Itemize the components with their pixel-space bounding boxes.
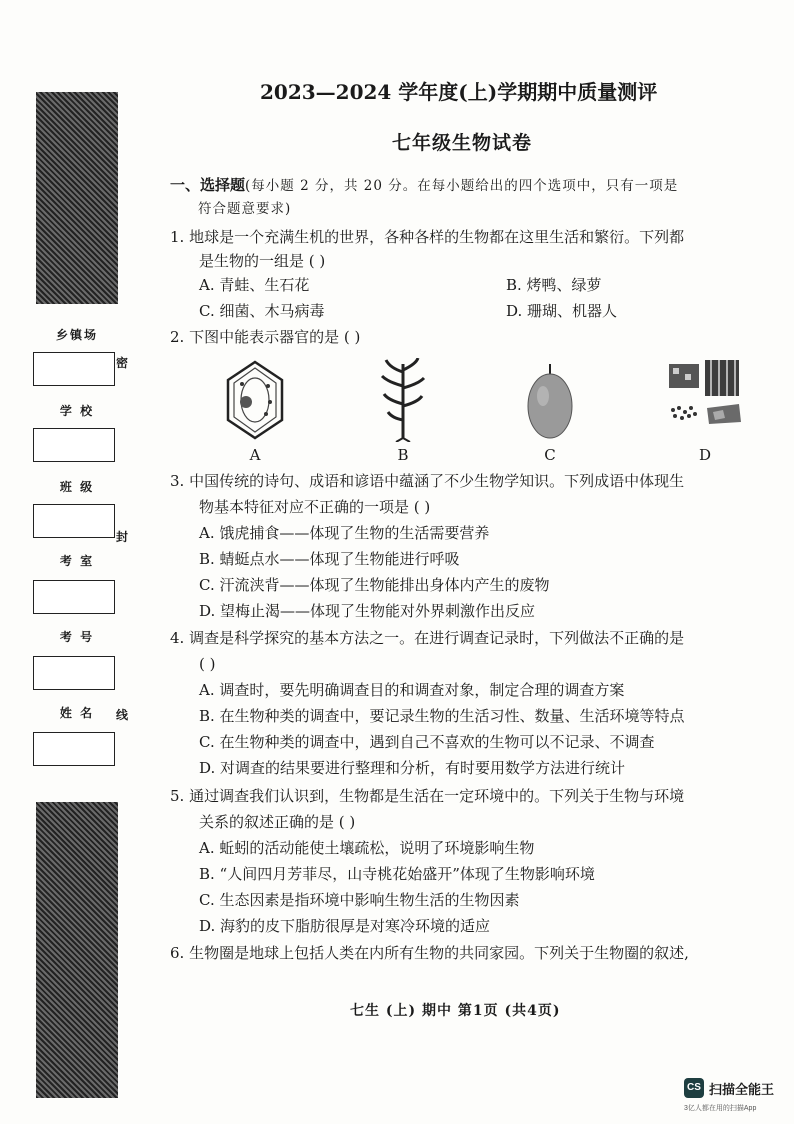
scanner-name: 扫描全能王 bbox=[709, 1082, 775, 1097]
question-4: 4. 调查是科学探究的基本方法之一。在进行调查记录时，下列做法不正确的是 bbox=[170, 629, 685, 647]
exam-title: 2023—2024 学年度(上)学期期中质量测评 bbox=[260, 80, 658, 104]
seal-char-mi: 密 bbox=[116, 356, 129, 370]
q1-option-b: B. 烤鸭、绿萝 bbox=[506, 276, 602, 294]
figure-label-a: A bbox=[249, 446, 261, 464]
q5-option-c: C. 生态因素是指环境中影响生物生活的生物因素 bbox=[199, 891, 520, 909]
question-3: 3. 中国传统的诗句、成语和谚语中蕴涵了不少生物学知识。下列成语中体现生 bbox=[170, 472, 685, 490]
q3-option-d: D. 望梅止渴——体现了生物能对外界刺激作出反应 bbox=[199, 602, 536, 620]
section-heading-line bbox=[170, 174, 678, 197]
field-label-class: 班 级 bbox=[59, 480, 95, 494]
q1-option-d: D. 珊瑚、机器人 bbox=[506, 302, 618, 320]
q1-option-c: C. 细菌、木马病毒 bbox=[199, 302, 325, 320]
camscanner-logo-icon: CS bbox=[684, 1078, 704, 1098]
question-3-cont: 物基本特征对应不正确的一项是 ( ) bbox=[199, 498, 431, 516]
figure-label-d: D bbox=[698, 446, 712, 464]
field-box-name[interactable] bbox=[33, 732, 115, 766]
figure-a-plant-cell bbox=[220, 358, 290, 446]
field-box-exam-number[interactable] bbox=[33, 656, 115, 690]
hatch-block-top bbox=[36, 92, 118, 304]
q3-option-a: A. 饿虎捕食——体现了生物的生活需要营养 bbox=[199, 524, 490, 542]
question-1-cont: 是生物的一组是 ( ) bbox=[199, 252, 326, 270]
q5-option-b: B. “人间四月芳菲尽，山寺桃花始盛开”体现了生物影响环境 bbox=[199, 865, 595, 883]
q1-option-a: A. 青蛙、生石花 bbox=[199, 276, 310, 294]
section-note-cont: 符合题意要求) bbox=[198, 201, 292, 217]
question-4-cont: ( ) bbox=[199, 655, 216, 673]
q4-option-b: B. 在生物种类的调查中，要记录生物的生活习性、数量、生活环境等特点 bbox=[199, 707, 685, 725]
figure-label-c: C bbox=[544, 446, 556, 464]
page-footer: 七生 (上) 期中 第1页 (共4页) bbox=[350, 1003, 561, 1019]
field-label-name: 姓 名 bbox=[59, 706, 95, 720]
field-label-school: 学 校 bbox=[59, 404, 95, 418]
q5-option-d: D. 海豹的皮下脂肪很厚是对寒冷环境的适应 bbox=[199, 917, 491, 935]
exam-subtitle: 七年级生物试卷 bbox=[392, 132, 533, 154]
figure-c-fruit bbox=[515, 358, 585, 446]
q4-option-a: A. 调查时，要先明确调查目的和调查对象，制定合理的调查方案 bbox=[199, 681, 625, 699]
q3-option-b: B. 蜻蜓点水——体现了生物能进行呼吸 bbox=[199, 550, 460, 568]
field-box-room[interactable] bbox=[33, 580, 115, 614]
figure-label-b: B bbox=[397, 446, 409, 464]
scanner-tagline: 3亿人都在用的扫描App bbox=[684, 1105, 757, 1112]
field-box-school[interactable] bbox=[33, 428, 115, 462]
hatch-block-bottom bbox=[36, 802, 118, 1098]
question-5: 5. 通过调查我们认识到，生物都是生活在一定环境中的。下列关于生物与环境 bbox=[170, 787, 685, 805]
field-label-room: 考 室 bbox=[59, 554, 95, 568]
binding-sidebar bbox=[0, 0, 160, 1124]
seal-char-feng: 封 bbox=[116, 530, 129, 544]
question-5-cont: 关系的叙述正确的是 ( ) bbox=[199, 813, 356, 831]
q4-option-d: D. 对调查的结果要进行整理和分析，有时要用数学方法进行统计 bbox=[199, 759, 626, 777]
q5-option-a: A. 蚯蚓的活动能使土壤疏松，说明了环境影响生物 bbox=[199, 839, 535, 857]
question-1: 1. 地球是一个充满生机的世界，各种各样的生物都在这里生活和繁衍。下列都 bbox=[170, 228, 685, 246]
field-label-exam-number: 考 号 bbox=[59, 630, 95, 644]
section-note: (每小题 2 分，共 20 分。在每小题给出的四个选项中，只有一项是 bbox=[245, 178, 679, 194]
figure-d-tissues bbox=[665, 358, 745, 446]
figure-b-plant bbox=[368, 358, 438, 446]
q3-option-c: C. 汗流浃背——体现了生物能排出身体内产生的废物 bbox=[199, 576, 550, 594]
section-heading: 一、选择题 bbox=[170, 176, 246, 194]
field-box-town[interactable] bbox=[33, 352, 115, 386]
seal-char-xian: 线 bbox=[116, 708, 129, 722]
question-6: 6. 生物圈是地球上包括人类在内所有生物的共同家园。下列关于生物圈的叙述, bbox=[170, 944, 689, 962]
field-label-town: 乡镇场 bbox=[55, 328, 98, 342]
q4-option-c: C. 在生物种类的调查中，遇到自己不喜欢的生物可以不记录、不调查 bbox=[199, 733, 655, 751]
question-2-figures bbox=[220, 358, 740, 468]
field-box-class[interactable] bbox=[33, 504, 115, 538]
question-2: 2. 下图中能表示器官的是 ( ) bbox=[170, 328, 361, 346]
